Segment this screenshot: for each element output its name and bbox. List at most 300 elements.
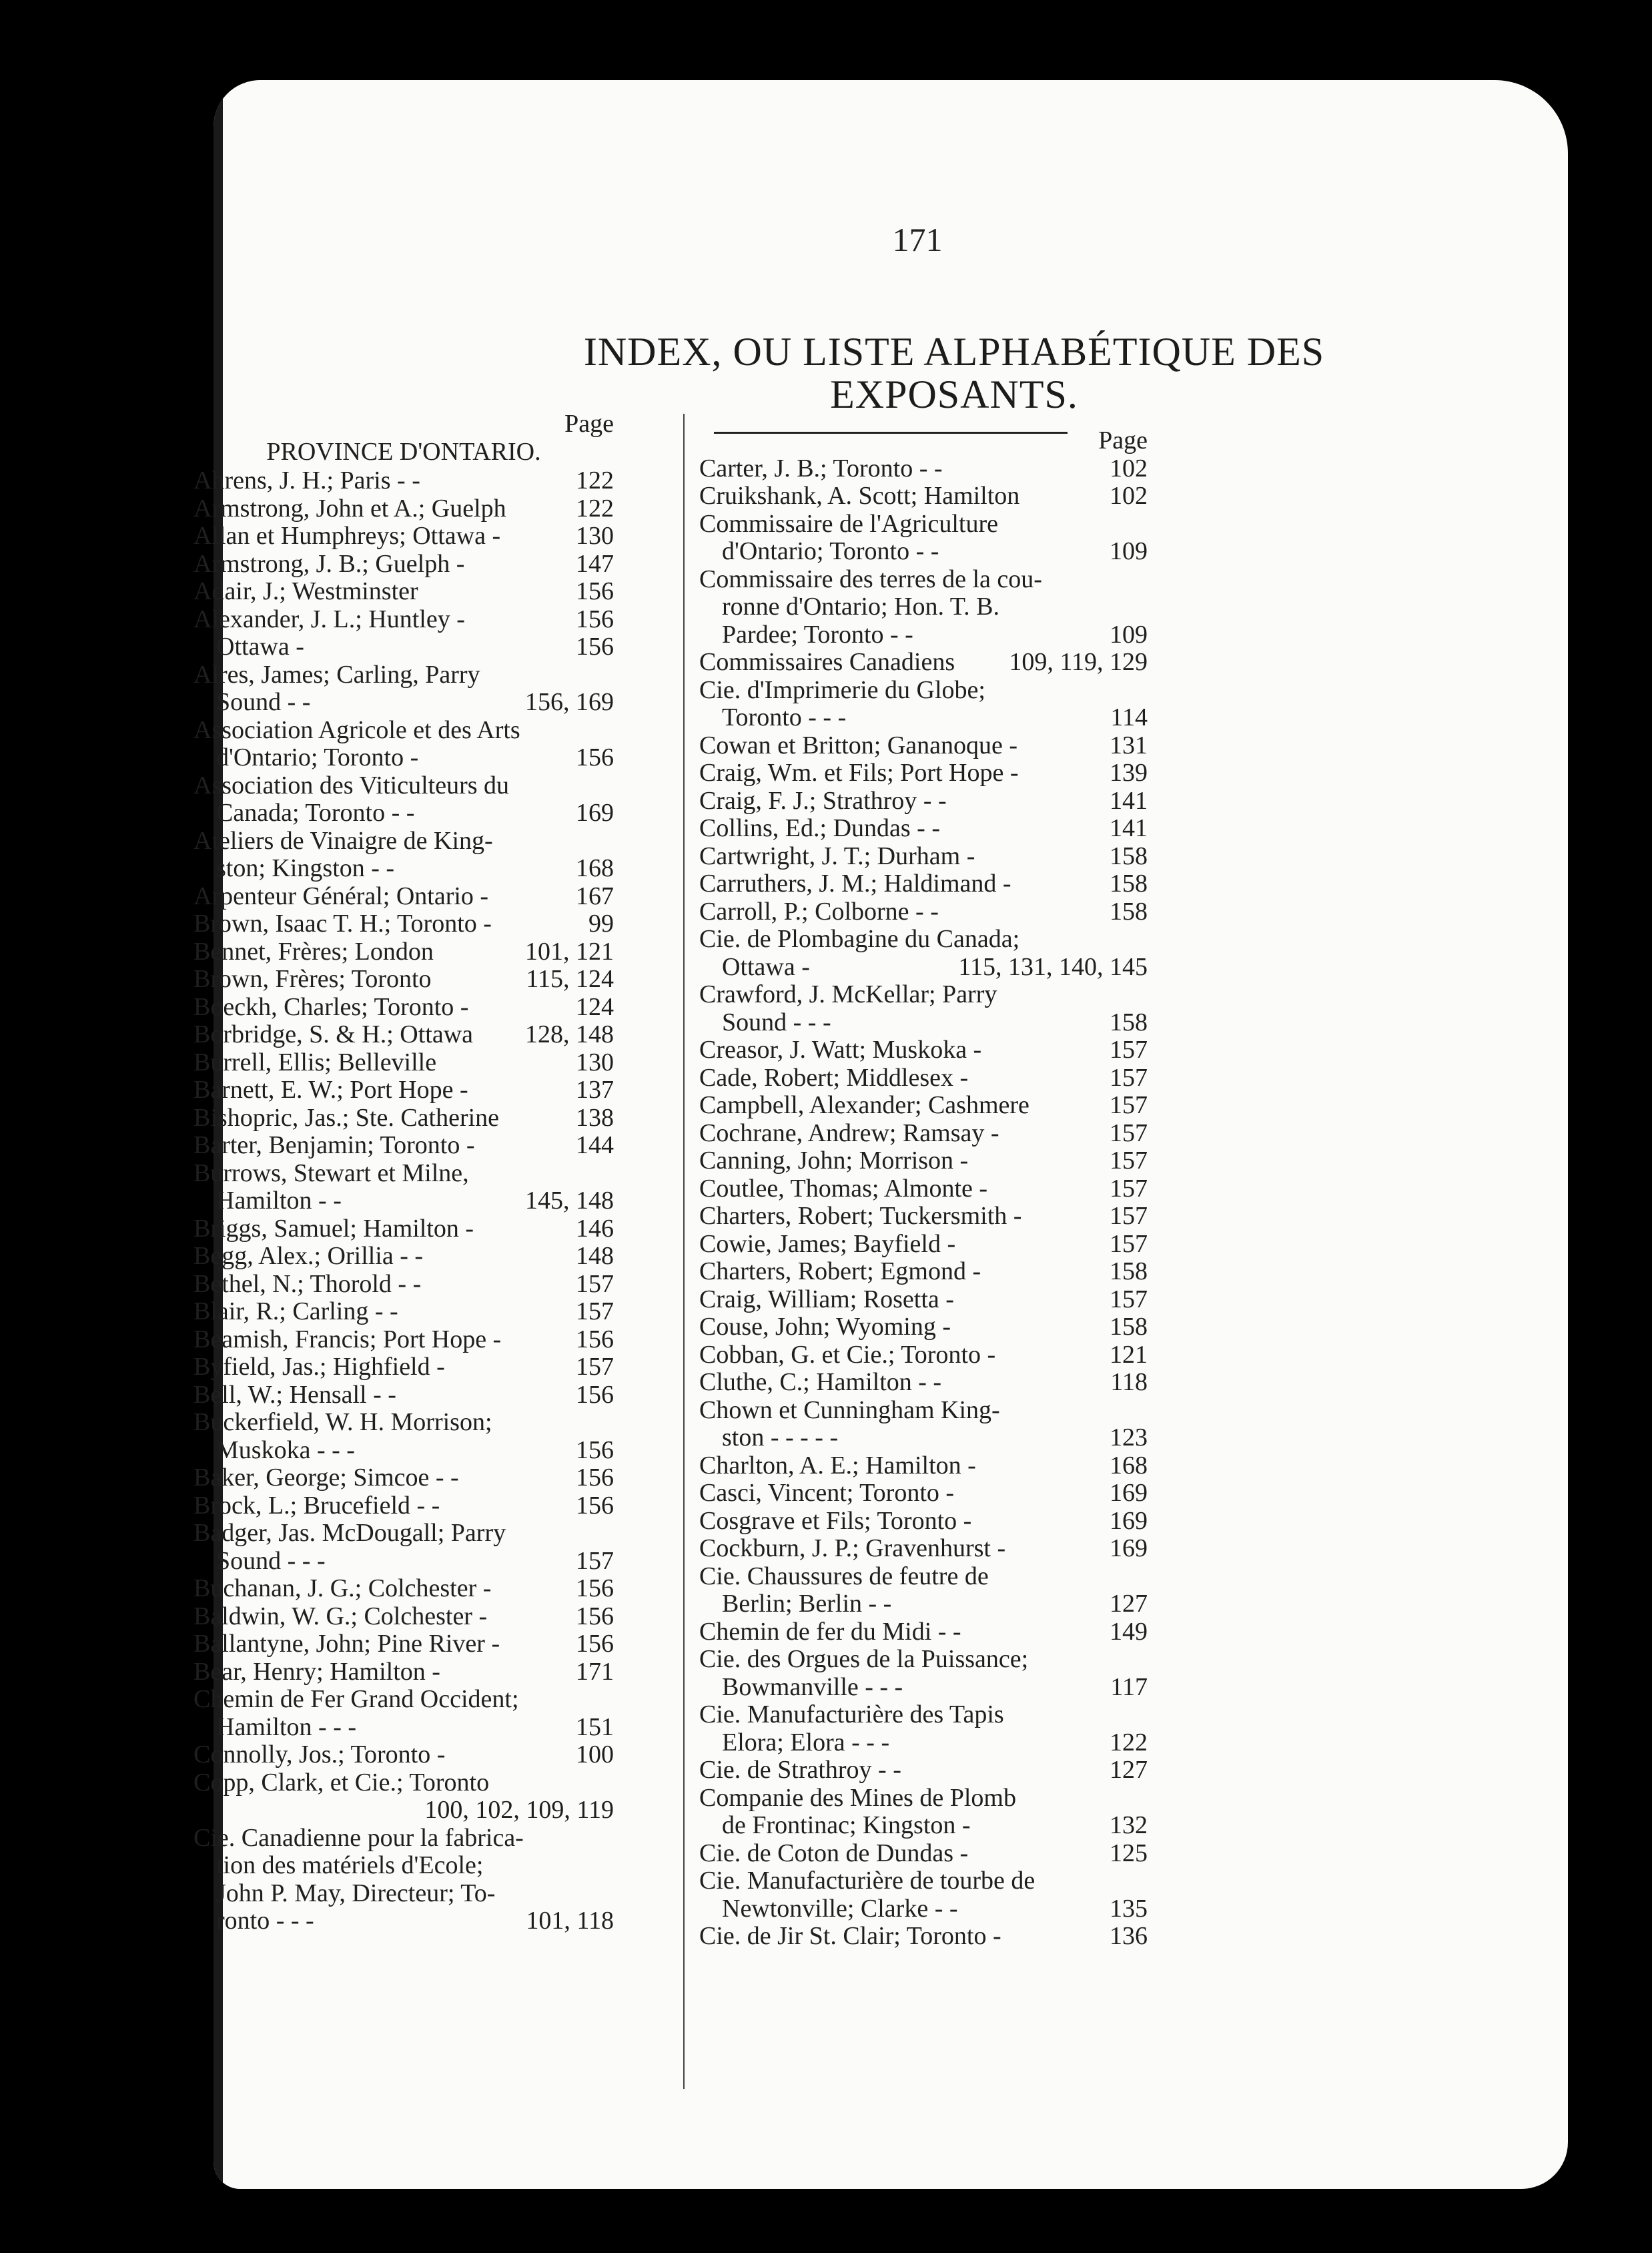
entry-text: Creasor, J. Watt; Muskoka - bbox=[699, 1036, 982, 1064]
index-entry bbox=[193, 495, 614, 523]
entry-text: Muskoka - - - bbox=[216, 1436, 355, 1464]
entry-text: Berlin; Berlin - - bbox=[722, 1590, 892, 1618]
entry-page: 156 bbox=[576, 1602, 614, 1630]
entry-text: Sound - - bbox=[216, 689, 311, 716]
index-entry bbox=[193, 966, 614, 994]
index-entry bbox=[699, 1064, 1148, 1092]
entry-text: Brown, Frères; Toronto bbox=[193, 966, 432, 993]
index-entry bbox=[699, 898, 1148, 926]
entry-text: Craig, William; Rosetta - bbox=[699, 1285, 954, 1313]
entry-page: 168 bbox=[576, 854, 614, 882]
entry-page: 158 bbox=[1110, 1257, 1148, 1285]
entry-page: 128, 148 bbox=[525, 1020, 614, 1048]
index-entry bbox=[699, 1286, 1148, 1314]
entry-text: Craig, F. J.; Strathroy - - bbox=[699, 787, 947, 815]
entry-text: Armstrong, John et A.; Guelph bbox=[193, 495, 506, 523]
entry-page: 137 bbox=[576, 1076, 614, 1104]
entry-text: Alexander, J. L.; Huntley - bbox=[193, 605, 465, 633]
entry-text: Chemin de Fer Grand Occident; bbox=[193, 1686, 519, 1713]
entry-text: Burrell, Ellis; Belleville bbox=[193, 1048, 437, 1076]
entry-page: 99 bbox=[588, 910, 614, 938]
index-entry bbox=[193, 1021, 614, 1049]
left-entries bbox=[193, 467, 614, 1935]
index-entry bbox=[193, 828, 614, 856]
entry-page: 109, 119, 129 bbox=[1009, 648, 1148, 676]
index-entry bbox=[699, 1923, 1148, 1951]
index-entry bbox=[699, 732, 1148, 760]
index-entry bbox=[699, 649, 1148, 677]
index-entry bbox=[699, 538, 1148, 566]
entry-page: 130 bbox=[576, 522, 614, 550]
entry-text: Cie. Chaussures de feutre de bbox=[699, 1562, 989, 1590]
entry-text: Brock, L.; Brucefield - - bbox=[193, 1492, 440, 1520]
entry-page: 138 bbox=[576, 1103, 614, 1132]
index-entry bbox=[699, 677, 1148, 705]
left-page-label: Page bbox=[564, 410, 614, 438]
entry-page: 157 bbox=[1110, 1285, 1148, 1313]
entry-page: 100, 102, 109, 119 bbox=[424, 1796, 614, 1824]
entry-text: Cluthe, C.; Hamilton - - bbox=[699, 1369, 942, 1396]
index-entry bbox=[193, 661, 614, 689]
entry-text: Allan et Humphreys; Ottawa - bbox=[193, 523, 501, 550]
entry-text: Canada; Toronto - - bbox=[216, 799, 415, 827]
entry-text: Barnett, E. W.; Port Hope - bbox=[193, 1076, 468, 1104]
entry-page: 135 bbox=[1110, 1894, 1148, 1923]
entry-text: Commissaire des terres de la cou- bbox=[699, 565, 1042, 593]
index-entry bbox=[699, 1313, 1148, 1341]
entry-text: Pardee; Toronto - - bbox=[722, 621, 913, 649]
entry-text: Canning, John; Morrison - bbox=[699, 1147, 969, 1175]
entry-page: 123 bbox=[1110, 1423, 1148, 1452]
entry-text: tion des matériels d'Ecole; bbox=[216, 1852, 484, 1879]
title-line-1: INDEX, OU LISTE ALPHABÉTIQUE DES bbox=[583, 330, 1325, 374]
index-entry bbox=[699, 1147, 1148, 1175]
entry-text: Association des Viticulteurs du bbox=[193, 771, 510, 799]
entry-page: 156 bbox=[576, 633, 614, 661]
entry-page: 109 bbox=[1110, 537, 1148, 565]
entry-page: 122 bbox=[576, 494, 614, 523]
index-entry bbox=[699, 1618, 1148, 1646]
index-entry bbox=[193, 1658, 614, 1686]
province-heading: PROVINCE D'ONTARIO. bbox=[266, 437, 541, 466]
index-entry bbox=[193, 1160, 614, 1188]
entry-text: Brown, Isaac T. H.; Toronto - bbox=[193, 910, 492, 938]
entry-text: Chown et Cunningham King- bbox=[699, 1396, 1000, 1424]
index-entry bbox=[699, 621, 1148, 649]
entry-page: 169 bbox=[1110, 1506, 1148, 1535]
index-entry bbox=[193, 1381, 614, 1409]
index-entry bbox=[699, 511, 1148, 539]
index-entry bbox=[193, 551, 614, 579]
index-entry bbox=[699, 1480, 1148, 1508]
entry-text: Carruthers, J. M.; Haldimand - bbox=[699, 870, 1011, 898]
index-entry bbox=[193, 938, 614, 966]
entry-text: Alres, James; Carling, Parry bbox=[193, 661, 480, 689]
index-entry bbox=[699, 954, 1148, 982]
entry-page: 157 bbox=[1110, 1229, 1148, 1258]
entry-page: 156 bbox=[576, 1630, 614, 1658]
index-entry bbox=[699, 1590, 1148, 1618]
entry-page: 156, 169 bbox=[525, 688, 614, 716]
entry-text: Cie. de Jir St. Clair; Toronto - bbox=[699, 1923, 1001, 1950]
entry-page: 141 bbox=[1110, 814, 1148, 842]
entry-text: Cochrane, Andrew; Ramsay - bbox=[699, 1119, 999, 1147]
entry-text: Cie. Manufacturière des Tapis bbox=[699, 1701, 1004, 1728]
entry-page: 156 bbox=[576, 577, 614, 605]
entry-text: de Frontinac; Kingston - bbox=[722, 1812, 971, 1839]
entry-text: Craig, Wm. et Fils; Port Hope - bbox=[699, 759, 1019, 787]
index-entry bbox=[699, 843, 1148, 871]
entry-text: Sound - - - bbox=[216, 1547, 326, 1575]
column-divider bbox=[683, 414, 685, 2089]
entry-text: Armstrong, J. B.; Guelph - bbox=[193, 550, 465, 578]
entry-text: Association Agricole et des Arts bbox=[193, 716, 520, 744]
entry-page: 156 bbox=[576, 743, 614, 771]
index-entry bbox=[699, 787, 1148, 816]
entry-page: 141 bbox=[1110, 786, 1148, 815]
entry-text: Borbridge, S. & H.; Ottawa bbox=[193, 1021, 474, 1048]
entry-page: 117 bbox=[1110, 1672, 1148, 1701]
index-entry bbox=[699, 704, 1148, 732]
entry-text: Bishopric, Jas.; Ste. Catherine bbox=[193, 1104, 500, 1132]
entry-text: Burrows, Stewart et Milne, bbox=[193, 1159, 469, 1187]
entry-page: 101, 118 bbox=[526, 1907, 614, 1935]
entry-page: 102 bbox=[1110, 454, 1148, 482]
entry-page: 131 bbox=[1110, 731, 1148, 759]
entry-text: Cobban, G. et Cie.; Toronto - bbox=[699, 1341, 996, 1369]
entry-page: 158 bbox=[1110, 1313, 1148, 1341]
index-entry bbox=[193, 1298, 614, 1326]
entry-page: 122 bbox=[1110, 1728, 1148, 1756]
index-entry bbox=[193, 1271, 614, 1299]
entry-text: Newtonville; Clarke - - bbox=[722, 1895, 958, 1923]
entry-text: Cie. de Strathroy - - bbox=[699, 1756, 901, 1784]
index-entry bbox=[193, 1353, 614, 1381]
index-entry bbox=[193, 1548, 614, 1576]
entry-text: Charlton, A. E.; Hamilton - bbox=[699, 1452, 976, 1480]
title-line-2: EXPOSANTS. bbox=[830, 372, 1078, 416]
index-entry bbox=[699, 593, 1148, 621]
entry-page: 127 bbox=[1110, 1590, 1148, 1618]
index-entry bbox=[699, 482, 1148, 511]
entry-text: Badger, Jas. McDougall; Parry bbox=[193, 1520, 506, 1547]
entry-page: 121 bbox=[1110, 1340, 1148, 1369]
entry-text: Charters, Robert; Tuckersmith - bbox=[699, 1203, 1022, 1230]
entry-text: Commissaires Canadiens bbox=[699, 649, 955, 676]
entry-text: John P. May, Directeur; To- bbox=[216, 1879, 496, 1907]
entry-text: Copp, Clark, et Cie.; Toronto bbox=[193, 1768, 490, 1797]
entry-text: Blair, R.; Carling - - bbox=[193, 1298, 398, 1325]
entry-text: Commissaire de l'Agriculture bbox=[699, 510, 998, 538]
entry-text: Bell, W.; Hensall - - bbox=[193, 1381, 396, 1409]
index-entry bbox=[193, 1076, 614, 1104]
index-entry bbox=[193, 1520, 614, 1548]
entry-page: 157 bbox=[576, 1353, 614, 1381]
entry-text: ronne d'Ontario; Hon. T. B. bbox=[722, 593, 999, 621]
entry-text: Campbell, Alexander; Cashmere bbox=[699, 1092, 1029, 1119]
index-entry bbox=[193, 1825, 614, 1853]
index-entry bbox=[193, 633, 614, 661]
index-entry bbox=[699, 815, 1148, 843]
entry-text: Baldwin, W. G.; Colchester - bbox=[193, 1602, 488, 1630]
entry-text: Cruikshank, A. Scott; Hamilton bbox=[699, 482, 1020, 510]
index-entry bbox=[193, 1492, 614, 1520]
entry-text: Barter, Benjamin; Toronto - bbox=[193, 1132, 475, 1159]
index-entry bbox=[699, 1840, 1148, 1868]
entry-page: 156 bbox=[576, 1574, 614, 1602]
entry-text: Charters, Robert; Egmond - bbox=[699, 1258, 981, 1285]
left-column bbox=[193, 410, 614, 1935]
entry-text: Ottawa - bbox=[722, 953, 810, 981]
index-entry bbox=[699, 455, 1148, 483]
index-entry bbox=[193, 1409, 614, 1437]
entry-page: 158 bbox=[1110, 870, 1148, 898]
entry-text: Coutlee, Thomas; Almonte - bbox=[699, 1175, 988, 1203]
entry-text: Bowmanville - - - bbox=[722, 1673, 903, 1701]
page-number: 171 bbox=[892, 221, 943, 258]
entry-text: Cartwright, J. T.; Durham - bbox=[699, 842, 975, 870]
index-entry bbox=[699, 1674, 1148, 1702]
entry-page: 101, 121 bbox=[525, 937, 614, 966]
index-entry bbox=[699, 1258, 1148, 1286]
index-entry bbox=[193, 689, 614, 717]
entry-text: Carroll, P.; Colborne - - bbox=[699, 898, 939, 926]
index-entry bbox=[699, 1452, 1148, 1480]
entry-page: 157 bbox=[1110, 1063, 1148, 1092]
entry-page: 157 bbox=[1110, 1174, 1148, 1203]
entry-text: d'Ontario; Toronto - bbox=[216, 744, 419, 771]
entry-page: 156 bbox=[576, 1435, 614, 1464]
entry-page: 157 bbox=[576, 1269, 614, 1298]
index-entry bbox=[193, 744, 614, 772]
right-page-label: Page bbox=[1098, 426, 1148, 454]
entry-text: Hamilton - - bbox=[216, 1187, 342, 1215]
entry-text: Cowan et Britton; Gananoque - bbox=[699, 731, 1018, 759]
index-entry bbox=[699, 926, 1148, 954]
index-entry bbox=[699, 1729, 1148, 1757]
index-entry bbox=[193, 1630, 614, 1658]
entry-page: 136 bbox=[1110, 1922, 1148, 1950]
index-entry bbox=[193, 1686, 614, 1714]
entry-text: Cockburn, J. P.; Gravenhurst - bbox=[699, 1535, 1006, 1562]
entry-page: 158 bbox=[1110, 842, 1148, 870]
entry-page: 114 bbox=[1110, 703, 1148, 731]
entry-page: 122 bbox=[576, 466, 614, 495]
entry-text: Baker, George; Simcoe - - bbox=[193, 1464, 459, 1492]
index-entry bbox=[699, 1535, 1148, 1563]
index-entry bbox=[699, 1756, 1148, 1785]
entry-text: Sound - - - bbox=[722, 1008, 831, 1036]
index-entry bbox=[699, 870, 1148, 898]
entry-page: 144 bbox=[576, 1131, 614, 1159]
entry-text: Adair, J.; Westminster bbox=[193, 578, 418, 605]
entry-text: Cie. des Orgues de la Puissance; bbox=[699, 1646, 1029, 1673]
index-entry bbox=[699, 1701, 1148, 1729]
entry-page: 127 bbox=[1110, 1756, 1148, 1784]
entry-text: Hamilton - - - bbox=[216, 1713, 357, 1741]
entry-text: Boeckh, Charles; Toronto - bbox=[193, 993, 469, 1021]
entry-text: Cie. Manufacturière de tourbe de bbox=[699, 1867, 1036, 1895]
index-entry bbox=[193, 1741, 614, 1769]
index-entry bbox=[193, 1187, 614, 1215]
entry-text: d'Ontario; Toronto - - bbox=[722, 538, 939, 565]
entry-page: 156 bbox=[576, 1464, 614, 1492]
entry-text: Cowie, James; Bayfield - bbox=[699, 1230, 956, 1258]
index-entry bbox=[699, 1009, 1148, 1037]
index-entry bbox=[699, 1646, 1148, 1674]
entry-text: Begg, Alex.; Orillia - - bbox=[193, 1243, 424, 1270]
index-entry bbox=[193, 1437, 614, 1465]
entry-text: Chemin de fer du Midi - - bbox=[699, 1618, 961, 1646]
index-entry bbox=[699, 759, 1148, 787]
entry-page: 132 bbox=[1110, 1811, 1148, 1839]
index-entry bbox=[193, 1880, 614, 1908]
entry-text: Cie. Canadienne pour la fabrica- bbox=[193, 1824, 524, 1852]
entry-text: Ateliers de Vinaigre de King- bbox=[193, 827, 493, 855]
entry-page: 130 bbox=[576, 1048, 614, 1076]
index-entry bbox=[193, 1215, 614, 1243]
entry-page: 157 bbox=[1110, 1118, 1148, 1147]
entry-page: 157 bbox=[1110, 1036, 1148, 1064]
index-entry bbox=[193, 467, 614, 495]
entry-text: Byfield, Jas.; Highfield - bbox=[193, 1353, 445, 1381]
index-entry bbox=[193, 523, 614, 551]
index-entry bbox=[699, 566, 1148, 594]
entry-text: Buckerfield, W. H. Morrison; bbox=[193, 1409, 492, 1436]
index-entry bbox=[699, 1369, 1148, 1397]
entry-text: Collins, Ed.; Dundas - - bbox=[699, 815, 940, 842]
entry-page: 139 bbox=[1110, 759, 1148, 787]
entry-text: Elora; Elora - - - bbox=[722, 1728, 890, 1756]
entry-page: 145, 148 bbox=[525, 1187, 614, 1215]
index-entry bbox=[699, 1895, 1148, 1923]
index-entry bbox=[699, 1120, 1148, 1148]
entry-page: 171 bbox=[576, 1657, 614, 1686]
index-entry bbox=[699, 1175, 1148, 1203]
index-entry bbox=[193, 1769, 614, 1797]
index-entry bbox=[193, 883, 614, 911]
entry-page: 158 bbox=[1110, 897, 1148, 926]
index-entry bbox=[193, 1132, 614, 1160]
entry-page: 149 bbox=[1110, 1617, 1148, 1646]
index-entry bbox=[193, 1603, 614, 1631]
index-entry bbox=[193, 799, 614, 828]
index-entry bbox=[193, 606, 614, 634]
entry-page: 115, 124 bbox=[526, 965, 614, 993]
entry-text: Cie. d'Imprimerie du Globe; bbox=[699, 676, 985, 704]
index-entry bbox=[193, 578, 614, 606]
entry-page: 157 bbox=[576, 1297, 614, 1325]
entry-page: 169 bbox=[576, 799, 614, 827]
entry-text: Bethel, N.; Thorold - - bbox=[193, 1270, 422, 1298]
entry-page: 169 bbox=[1110, 1534, 1148, 1562]
entry-page: 118 bbox=[1110, 1368, 1148, 1396]
index-entry bbox=[193, 1852, 614, 1880]
index-entry bbox=[699, 1397, 1148, 1425]
entry-text: Briggs, Samuel; Hamilton - bbox=[193, 1215, 474, 1243]
entry-page: 167 bbox=[576, 882, 614, 910]
entry-page: 158 bbox=[1110, 1008, 1148, 1036]
index-entry bbox=[699, 1231, 1148, 1259]
entry-page: 102 bbox=[1110, 482, 1148, 510]
entry-text: Casci, Vincent; Toronto - bbox=[699, 1480, 955, 1507]
entry-page: 156 bbox=[576, 1325, 614, 1353]
index-entry bbox=[193, 772, 614, 800]
index-entry bbox=[193, 1575, 614, 1603]
entry-text: Crawford, J. McKellar; Parry bbox=[699, 981, 997, 1008]
index-entry bbox=[193, 1714, 614, 1742]
entry-text: Arpenteur Général; Ontario - bbox=[193, 882, 489, 910]
index-entry bbox=[699, 1812, 1148, 1840]
entry-page: 109 bbox=[1110, 620, 1148, 649]
entry-text: Cade, Robert; Middlesex - bbox=[699, 1064, 969, 1092]
index-entry bbox=[699, 981, 1148, 1009]
entry-text: Beamish, Francis; Port Hope - bbox=[193, 1325, 502, 1353]
entry-page: 157 bbox=[1110, 1091, 1148, 1119]
entry-text: Bear, Henry; Hamilton - bbox=[193, 1658, 440, 1686]
entry-page: 168 bbox=[1110, 1451, 1148, 1480]
entry-page: 156 bbox=[576, 605, 614, 633]
entry-text: Connolly, Jos.; Toronto - bbox=[193, 1741, 446, 1768]
index-entry bbox=[193, 1104, 614, 1133]
entry-page: 169 bbox=[1110, 1479, 1148, 1507]
entry-page: 115, 131, 140, 145 bbox=[958, 952, 1148, 981]
index-entry bbox=[193, 1464, 614, 1492]
entry-text: Companie des Mines de Plomb bbox=[699, 1784, 1016, 1812]
index-entry bbox=[699, 1508, 1148, 1536]
entry-page: 147 bbox=[576, 549, 614, 578]
entry-text: Buchanan, J. G.; Colchester - bbox=[193, 1575, 492, 1602]
index-entry bbox=[699, 1092, 1148, 1120]
entry-text: Carter, J. B.; Toronto - - bbox=[699, 454, 943, 482]
index-entry bbox=[699, 1563, 1148, 1591]
index-entry bbox=[193, 1243, 614, 1271]
entry-page: 146 bbox=[576, 1214, 614, 1243]
index-entry bbox=[193, 717, 614, 745]
entry-page: 157 bbox=[576, 1546, 614, 1575]
entry-page: 157 bbox=[1110, 1202, 1148, 1230]
entry-page: 157 bbox=[1110, 1147, 1148, 1175]
right-entries bbox=[699, 455, 1148, 1951]
entry-text: ston - - - - - bbox=[722, 1424, 839, 1452]
index-entry bbox=[193, 910, 614, 938]
entry-page: 125 bbox=[1110, 1839, 1148, 1867]
entry-page: 124 bbox=[576, 992, 614, 1021]
index-entry bbox=[193, 1326, 614, 1354]
entry-page: 148 bbox=[576, 1242, 614, 1270]
entry-page: 156 bbox=[576, 1491, 614, 1520]
entry-text: ronto - - - bbox=[216, 1907, 314, 1935]
entry-text: Couse, John; Wyoming - bbox=[699, 1313, 951, 1341]
entry-text: ston; Kingston - - bbox=[216, 855, 395, 882]
entry-text: Cie. de Plombagine du Canada; bbox=[699, 926, 1020, 953]
entry-text: Ottawa - bbox=[216, 633, 304, 661]
index-entry bbox=[699, 1036, 1148, 1064]
entry-text: Bennet, Frères; London bbox=[193, 938, 434, 966]
entry-text: Cie. de Coton de Dundas - bbox=[699, 1839, 969, 1867]
index-entry bbox=[193, 855, 614, 883]
entry-text: Ahrens, J. H.; Paris - - bbox=[193, 467, 420, 495]
right-column bbox=[699, 427, 1148, 1951]
index-title bbox=[414, 330, 1495, 416]
entry-text: Cosgrave et Fils; Toronto - bbox=[699, 1507, 972, 1535]
index-entry bbox=[699, 1867, 1148, 1895]
entry-text: Toronto - - - bbox=[722, 704, 847, 731]
index-entry bbox=[699, 1785, 1148, 1813]
entry-page: 151 bbox=[576, 1712, 614, 1741]
index-entry bbox=[193, 1049, 614, 1077]
entry-page: 156 bbox=[576, 1380, 614, 1409]
